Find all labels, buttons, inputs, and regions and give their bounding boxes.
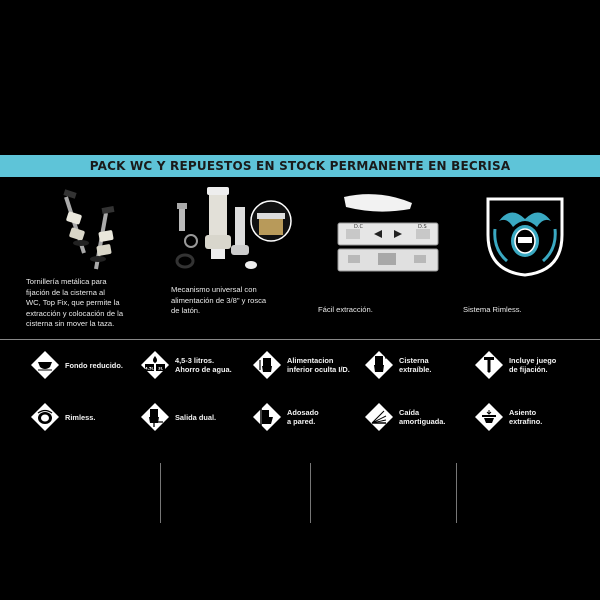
feature-dual-outlet [140, 402, 216, 432]
section-divider [0, 339, 600, 340]
soft-close-icon [364, 402, 394, 432]
cistern-extraction-image [318, 185, 448, 277]
rimless-system-image [463, 185, 593, 277]
feature-label: Rimless. [65, 412, 96, 422]
feature-fixing-kit [474, 350, 556, 380]
products-section [0, 185, 600, 340]
product-divider [160, 463, 161, 523]
fixing-screws-image [26, 185, 152, 277]
badge-right: 3L [158, 366, 163, 371]
feature-reduced-depth [30, 350, 123, 380]
title-banner [0, 155, 600, 177]
dual-outlet-icon [140, 402, 170, 432]
feature-label: Asiento extrafino. [509, 408, 543, 426]
feature-removable-cistern [364, 350, 431, 380]
feature-label: 4,5-3 litros. Ahorro de agua. [175, 356, 232, 374]
product-caption: Fácil extracción. [318, 305, 373, 314]
feature-label: Caída amortiguada. [399, 408, 446, 426]
product-fixing-screws [26, 185, 152, 340]
product-caption: Sistema Rimless. [463, 305, 522, 314]
removable-cistern-icon [364, 350, 394, 380]
product-easy-extraction [318, 185, 448, 340]
product-rimless [463, 185, 593, 340]
feature-back-to-wall [252, 402, 319, 432]
tag-dc: D.C [354, 224, 363, 230]
fixing-kit-icon [474, 350, 504, 380]
banner-title: PACK WC Y REPUESTOS EN STOCK PERMANENTE EN BECRISA [89, 159, 511, 173]
feature-label: Fondo reducido. [65, 360, 123, 370]
hidden-supply-icon [252, 350, 282, 380]
feature-label: Adosado a pared. [287, 408, 319, 426]
feature-label: Incluye juego de fijación. [509, 356, 557, 374]
feature-label: Alimentacion inferior oculta I/D. [287, 356, 350, 374]
feature-rimless [30, 402, 95, 432]
back-to-wall-icon [252, 402, 282, 432]
feature-water-saving [140, 350, 232, 380]
feature-label: Salida dual. [175, 412, 217, 422]
product-flush-mechanism [171, 185, 305, 340]
water-saving-icon [140, 350, 170, 380]
feature-label: Cisterna extraíble. [399, 356, 432, 374]
product-caption: Mecanismo universal con alimentación de 3/8" y rosca de latón. [171, 285, 267, 316]
feature-soft-close [364, 402, 445, 432]
rimless-icon [30, 402, 60, 432]
slim-seat-icon [474, 402, 504, 432]
flush-mechanism-image [171, 185, 305, 277]
product-caption: Tornillería metálica para fijación de la cisterna al WC, Top Fix, que permite la extracción y colocación de la cisterna sin mover la taza. [26, 277, 124, 329]
badge-left: 4,5L [145, 366, 154, 371]
feature-slim-seat [474, 402, 542, 432]
product-divider [310, 463, 311, 523]
reduced-depth-icon [30, 350, 60, 380]
product-divider [456, 463, 457, 523]
tag-ds: D.S [418, 224, 427, 230]
feature-hidden-supply [252, 350, 350, 380]
